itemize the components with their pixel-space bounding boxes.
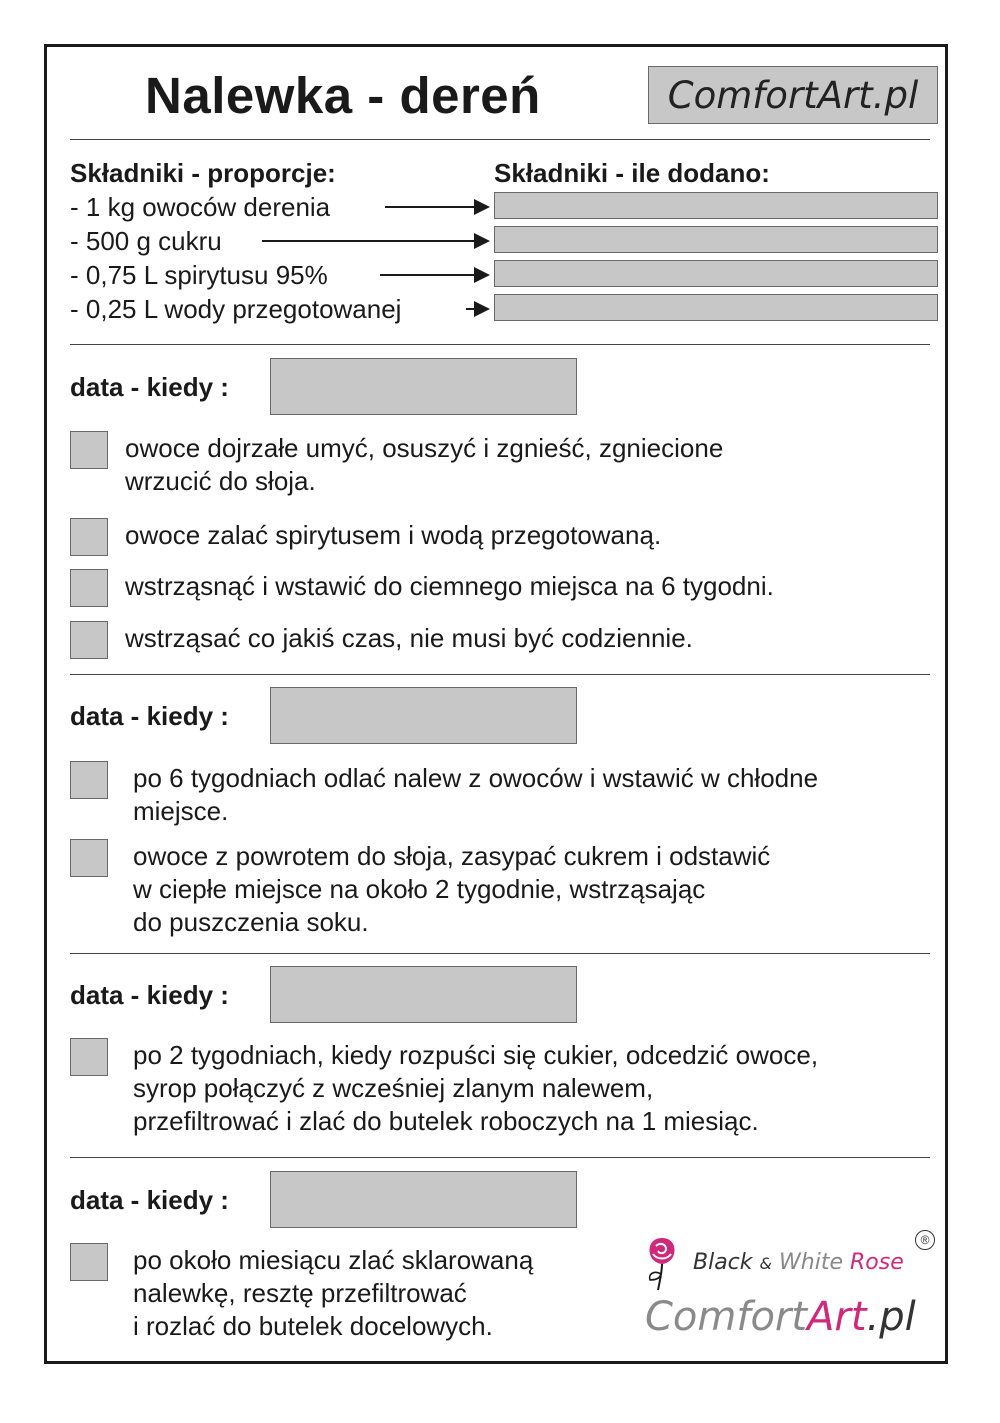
date-field[interactable] xyxy=(270,358,577,415)
ingredient-item: - 1 kg owoców derenia xyxy=(70,192,331,222)
registered-mark: ® xyxy=(915,1230,935,1250)
step-checkbox[interactable] xyxy=(70,621,108,659)
ingredient-added-field[interactable] xyxy=(494,294,938,321)
divider xyxy=(70,953,930,954)
ingredient-item: - 0,75 L spirytusu 95% xyxy=(70,260,328,290)
step-text: owoce z powrotem do słoja, zasypać cukrem i odstawić w ciepłe miejsce na około 2 tygodnie, wstrząsając do puszczenia soku. xyxy=(133,841,771,937)
date-label: data - kiedy : xyxy=(70,372,229,402)
date-label: data - kiedy : xyxy=(70,1185,229,1215)
page-title: Nalewka - dereń xyxy=(145,67,541,124)
ingredient-added-field[interactable] xyxy=(494,260,938,287)
step-checkbox[interactable] xyxy=(70,1038,108,1076)
divider xyxy=(70,344,930,345)
step-checkbox[interactable] xyxy=(70,431,108,469)
step-checkbox[interactable] xyxy=(70,761,108,799)
step-checkbox[interactable] xyxy=(70,518,108,556)
ingredient-item: - 500 g cukru xyxy=(70,226,222,256)
step-text: owoce dojrzałe umyć, osuszyć i zgnieść, zgniecione wrzucić do słoja. xyxy=(125,433,724,496)
ingredients-proportions-heading: Składniki - proporcje: xyxy=(70,158,336,188)
date-label: data - kiedy : xyxy=(70,701,229,731)
arrow-icon xyxy=(385,206,488,208)
date-field[interactable] xyxy=(270,1171,577,1228)
date-field[interactable] xyxy=(270,966,577,1023)
rose-icon xyxy=(640,1234,684,1292)
ingredient-item: - 0,25 L wody przegotowanej xyxy=(70,294,402,324)
date-field[interactable] xyxy=(270,687,577,744)
brand-box: ComfortArt.pl xyxy=(648,66,938,124)
step-text: po 2 tygodniach, kiedy rozpuści się cukier, odcedzić owoce, syrop połączyć z wcześniej zlanym nalewem, przefiltrować i zlać do butelek roboczych na 1 miesiąc. xyxy=(133,1040,819,1136)
ingredient-added-field[interactable] xyxy=(494,192,938,219)
step-text: owoce zalać spirytusem i wodą przegotowaną. xyxy=(125,520,662,550)
divider xyxy=(70,674,930,675)
arrow-icon xyxy=(466,308,488,310)
logo-wordmark: Black & White Rose xyxy=(693,1250,904,1275)
step-checkbox[interactable] xyxy=(70,569,108,607)
step-text: po 6 tygodniach odlać nalew z owoców i wstawić w chłodne miejsce. xyxy=(133,763,819,826)
brand-logo xyxy=(640,1232,940,1352)
logo-site-name: ComfortArt.pl xyxy=(645,1294,916,1340)
arrow-icon xyxy=(380,274,488,276)
divider xyxy=(70,1157,930,1158)
divider xyxy=(70,139,930,140)
step-text: wstrząsnąć i wstawić do ciemnego miejsca na 6 tygodni. xyxy=(125,571,774,601)
step-checkbox[interactable] xyxy=(70,839,108,877)
step-text: po około miesiącu zlać sklarowaną nalewkę, resztę przefiltrować i rozlać do butelek docelowych. xyxy=(133,1245,534,1341)
step-checkbox[interactable] xyxy=(70,1243,108,1281)
date-label: data - kiedy : xyxy=(70,980,229,1010)
ingredient-added-field[interactable] xyxy=(494,226,938,253)
step-text: wstrząsać co jakiś czas, nie musi być codziennie. xyxy=(125,623,693,653)
arrow-icon xyxy=(262,240,488,242)
ingredients-added-heading: Składniki - ile dodano: xyxy=(494,158,770,188)
